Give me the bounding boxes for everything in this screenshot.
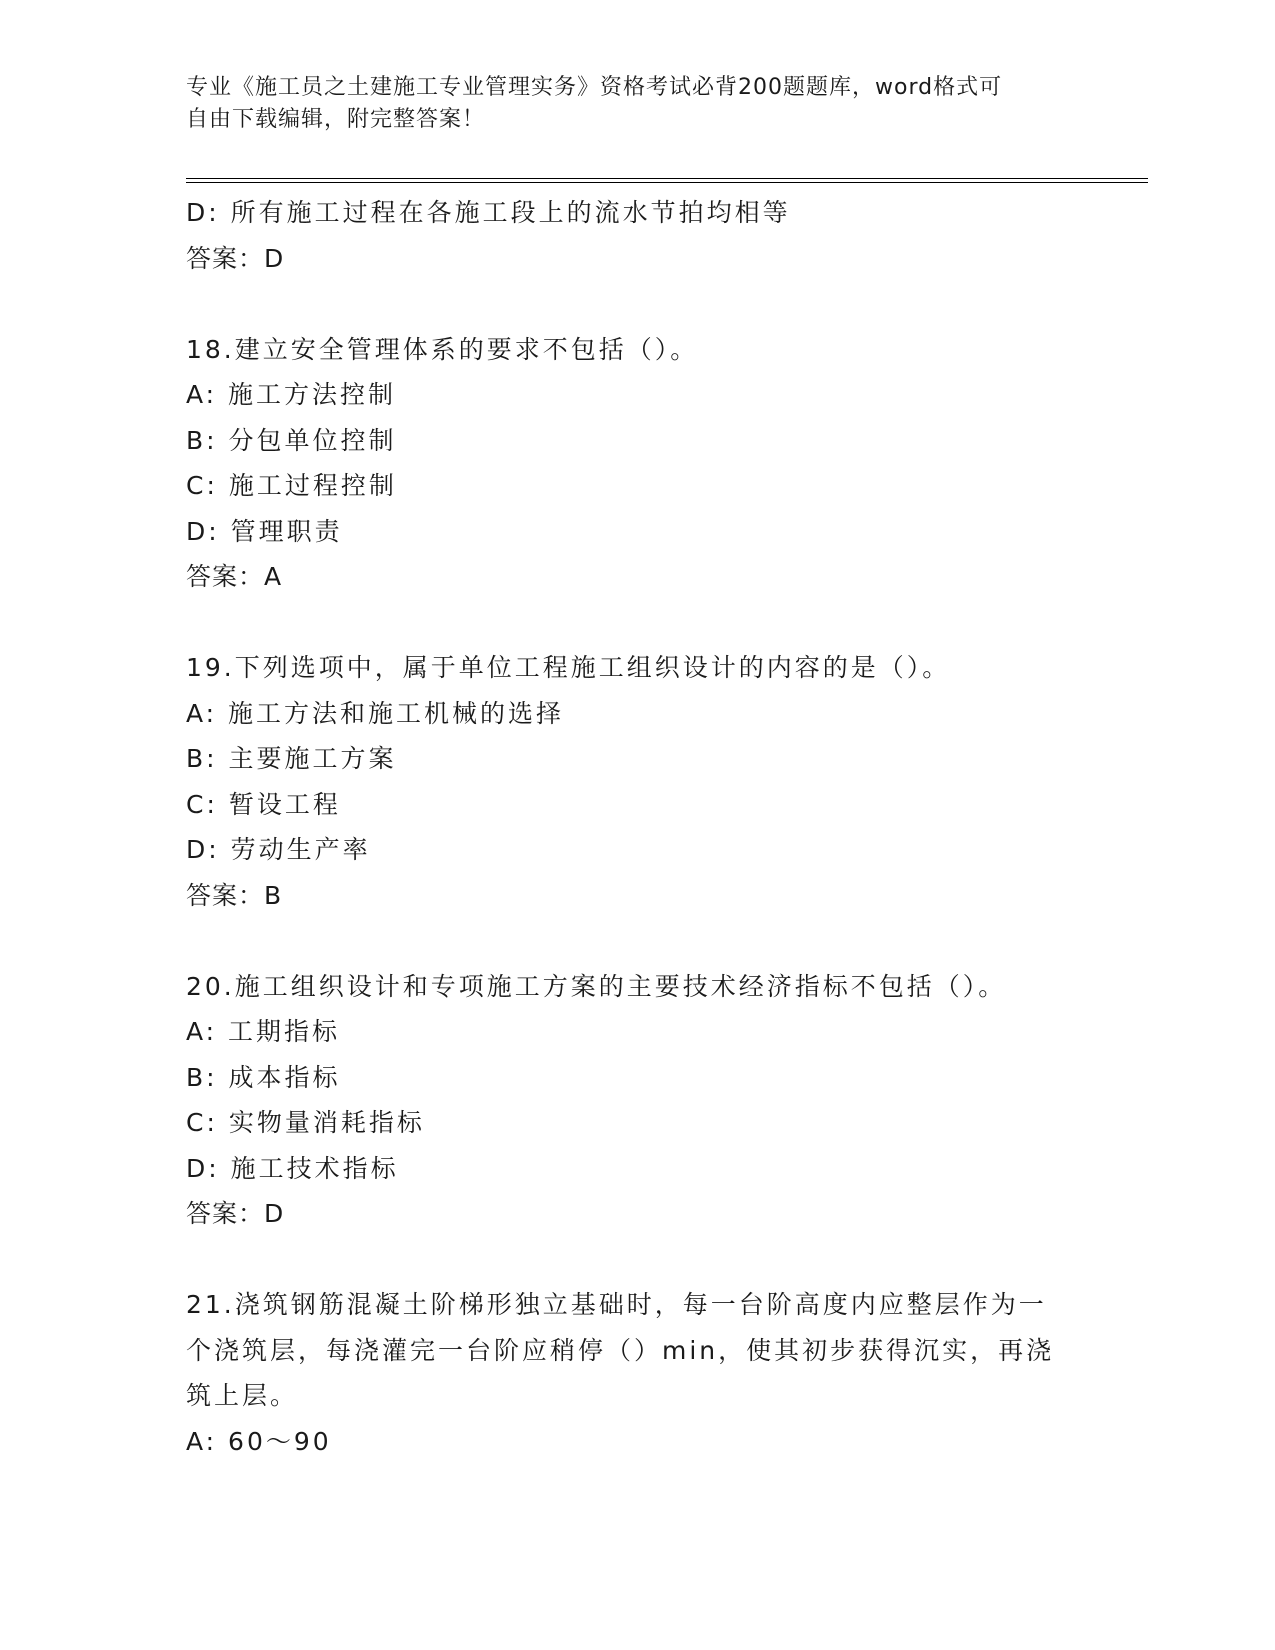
document-header (186, 72, 1066, 136)
header-line-2: 自由下载编辑，附完整答案！ (186, 107, 486, 132)
q18-option-c: C: 施工过程控制 (186, 471, 397, 500)
q21-stem-line-2: 个浇筑层，每浇灌完一台阶应稍停（）min，使其初步获得沉实，再浇 (186, 1335, 1055, 1365)
q20-stem: 20.施工组织设计和专项施工方案的主要技术经济指标不包括（）。 (186, 971, 1007, 1001)
q21-option-a: A: 60～90 (186, 1426, 332, 1456)
q19-option-c: C: 暂设工程 (186, 789, 341, 819)
q18-answer: 答案：A (186, 562, 283, 591)
q19-answer: 答案：B (186, 880, 283, 910)
q20-option-b: B: 成本指标 (186, 1062, 341, 1092)
spacer (186, 1237, 1086, 1283)
q17-answer: 答案：D (186, 243, 285, 273)
header-rule-top (186, 178, 1148, 179)
q20-option-d: D: 施工技术指标 (186, 1153, 399, 1183)
q18-option-a: A: 施工方法控制 (186, 380, 397, 409)
q18-option-d: D: 管理职责 (186, 516, 343, 546)
q21-stem-line-1: 21.浇筑钢筋混凝土阶梯形独立基础时，每一台阶高度内应整层作为一 (186, 1290, 1047, 1319)
q19-stem: 19.下列选项中，属于单位工程施工组织设计的内容的是（）。 (186, 653, 951, 682)
spacer (186, 600, 1086, 646)
q17-option-d: D: 所有施工过程在各施工段上的流水节拍均相等 (186, 198, 791, 227)
q20-option-c: C: 实物量消耗指标 (186, 1108, 425, 1137)
q18-stem: 18.建立安全管理体系的要求不包括（）。 (186, 334, 699, 364)
spacer (186, 281, 1086, 327)
q19-option-b: B: 主要施工方案 (186, 744, 397, 773)
spacer (186, 918, 1086, 964)
question-list (186, 190, 1086, 1464)
q20-answer: 答案：D (186, 1199, 285, 1228)
header-line-1: 专业《施工员之土建施工专业管理实务》资格考试必背200题题库，word格式可 (186, 75, 1003, 100)
header-rule-bottom (186, 182, 1148, 183)
q20-option-a: A: 工期指标 (186, 1017, 341, 1046)
q19-option-d: D: 劳动生产率 (186, 835, 371, 864)
q19-option-a: A: 施工方法和施工机械的选择 (186, 698, 565, 728)
q21-stem-line-3: 筑上层。 (186, 1381, 299, 1410)
q18-option-b: B: 分包单位控制 (186, 425, 397, 455)
